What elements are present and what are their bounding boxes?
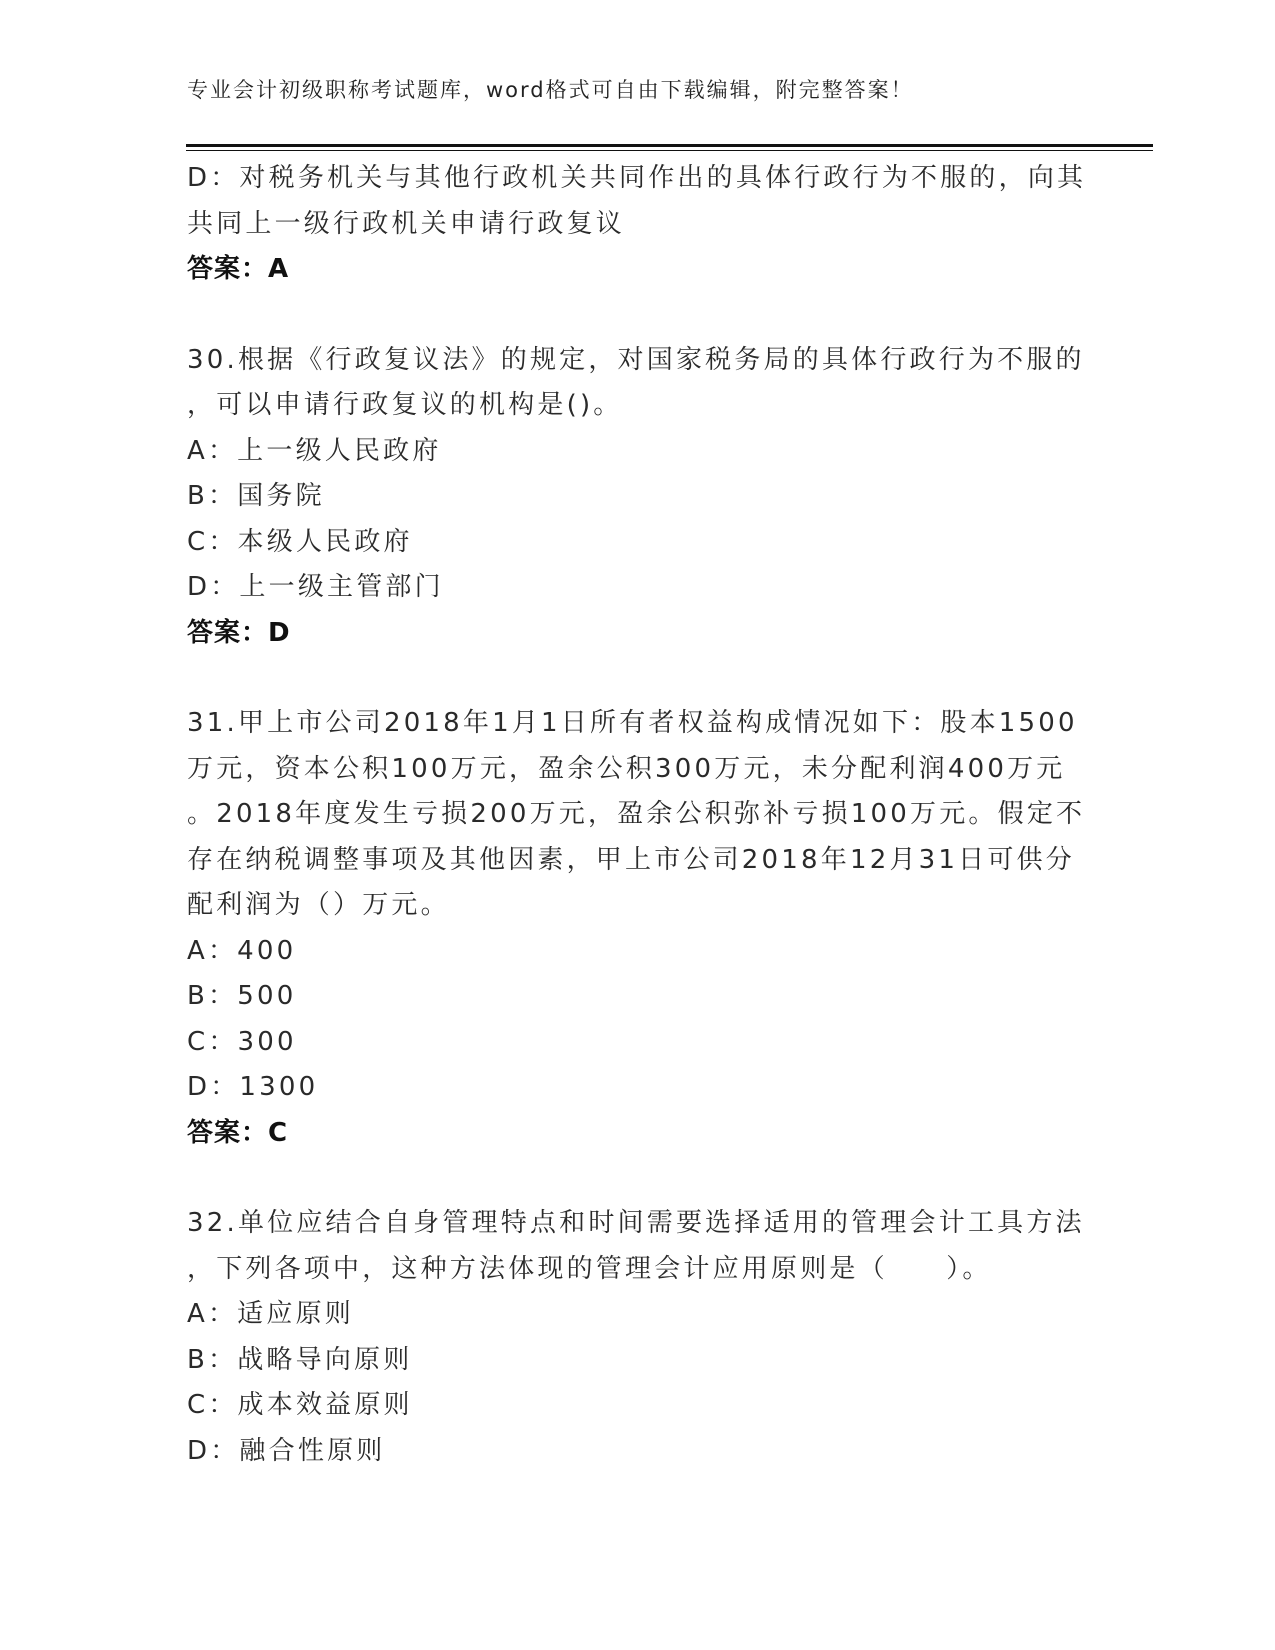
option-a: A：400 <box>187 935 297 966</box>
spacer <box>187 656 1087 701</box>
header-rule-thin <box>186 150 1153 151</box>
option-d-continued: 共同上一级行政机关申请行政复议 <box>187 208 626 239</box>
question-stem-continued: ，下列各项中，这种方法体现的管理会计应用原则是（ ）。 <box>187 1253 992 1284</box>
question-stem: 32.单位应结合自身管理特点和时间需要选择适用的管理会计工具方法 <box>187 1208 1085 1238</box>
option-c: C：本级人民政府 <box>187 526 413 557</box>
option-b: B：国务院 <box>187 481 325 511</box>
question-32 <box>187 1201 1087 1474</box>
question-29-tail <box>187 156 1087 293</box>
question-stem: 30.根据《行政复议法》的规定，对国家税务局的具体行政行为不服的 <box>187 344 1085 375</box>
question-30 <box>187 338 1087 657</box>
question-31 <box>187 701 1087 1156</box>
spacer <box>187 293 1087 338</box>
option-b: B：500 <box>187 981 297 1011</box>
option-d: D：融合性原则 <box>187 1435 386 1466</box>
question-stem-continued: 配利润为（）万元。 <box>187 890 450 920</box>
question-stem-continued: ，可以申请行政复议的机构是()。 <box>187 390 623 420</box>
option-a: A：上一级人民政府 <box>187 435 442 466</box>
question-stem-continued: 存在纳税调整事项及其他因素，甲上市公司2018年12月31日可供分 <box>187 844 1075 875</box>
option-c: C：300 <box>187 1026 297 1057</box>
answer: 答案：C <box>187 1117 289 1148</box>
spacer <box>187 1156 1087 1201</box>
option-b: B：战略导向原则 <box>187 1344 413 1375</box>
page-header: 专业会计初级职称考试题库，word格式可自由下载编辑，附完整答案！ <box>187 78 914 102</box>
question-stem-continued: 。2018年度发生亏损200万元，盈余公积弥补亏损100万元。假定不 <box>187 799 1086 829</box>
question-stem: 31.甲上市公司2018年1月1日所有者权益构成情况如下：股本1500 <box>187 708 1078 738</box>
document-body <box>187 156 1087 1474</box>
option-d: D：上一级主管部门 <box>187 572 444 602</box>
option-d: D：1300 <box>187 1072 319 1102</box>
option-d: D：对税务机关与其他行政机关共同作出的具体行政行为不服的，向其 <box>187 163 1087 193</box>
answer: 答案：A <box>187 254 290 284</box>
header-rule-thick <box>186 144 1153 147</box>
answer: 答案：D <box>187 617 291 648</box>
question-stem-continued: 万元，资本公积100万元，盈余公积300万元，未分配利润400万元 <box>187 753 1066 784</box>
option-a: A：适应原则 <box>187 1299 354 1329</box>
option-c: C：成本效益原则 <box>187 1390 413 1420</box>
